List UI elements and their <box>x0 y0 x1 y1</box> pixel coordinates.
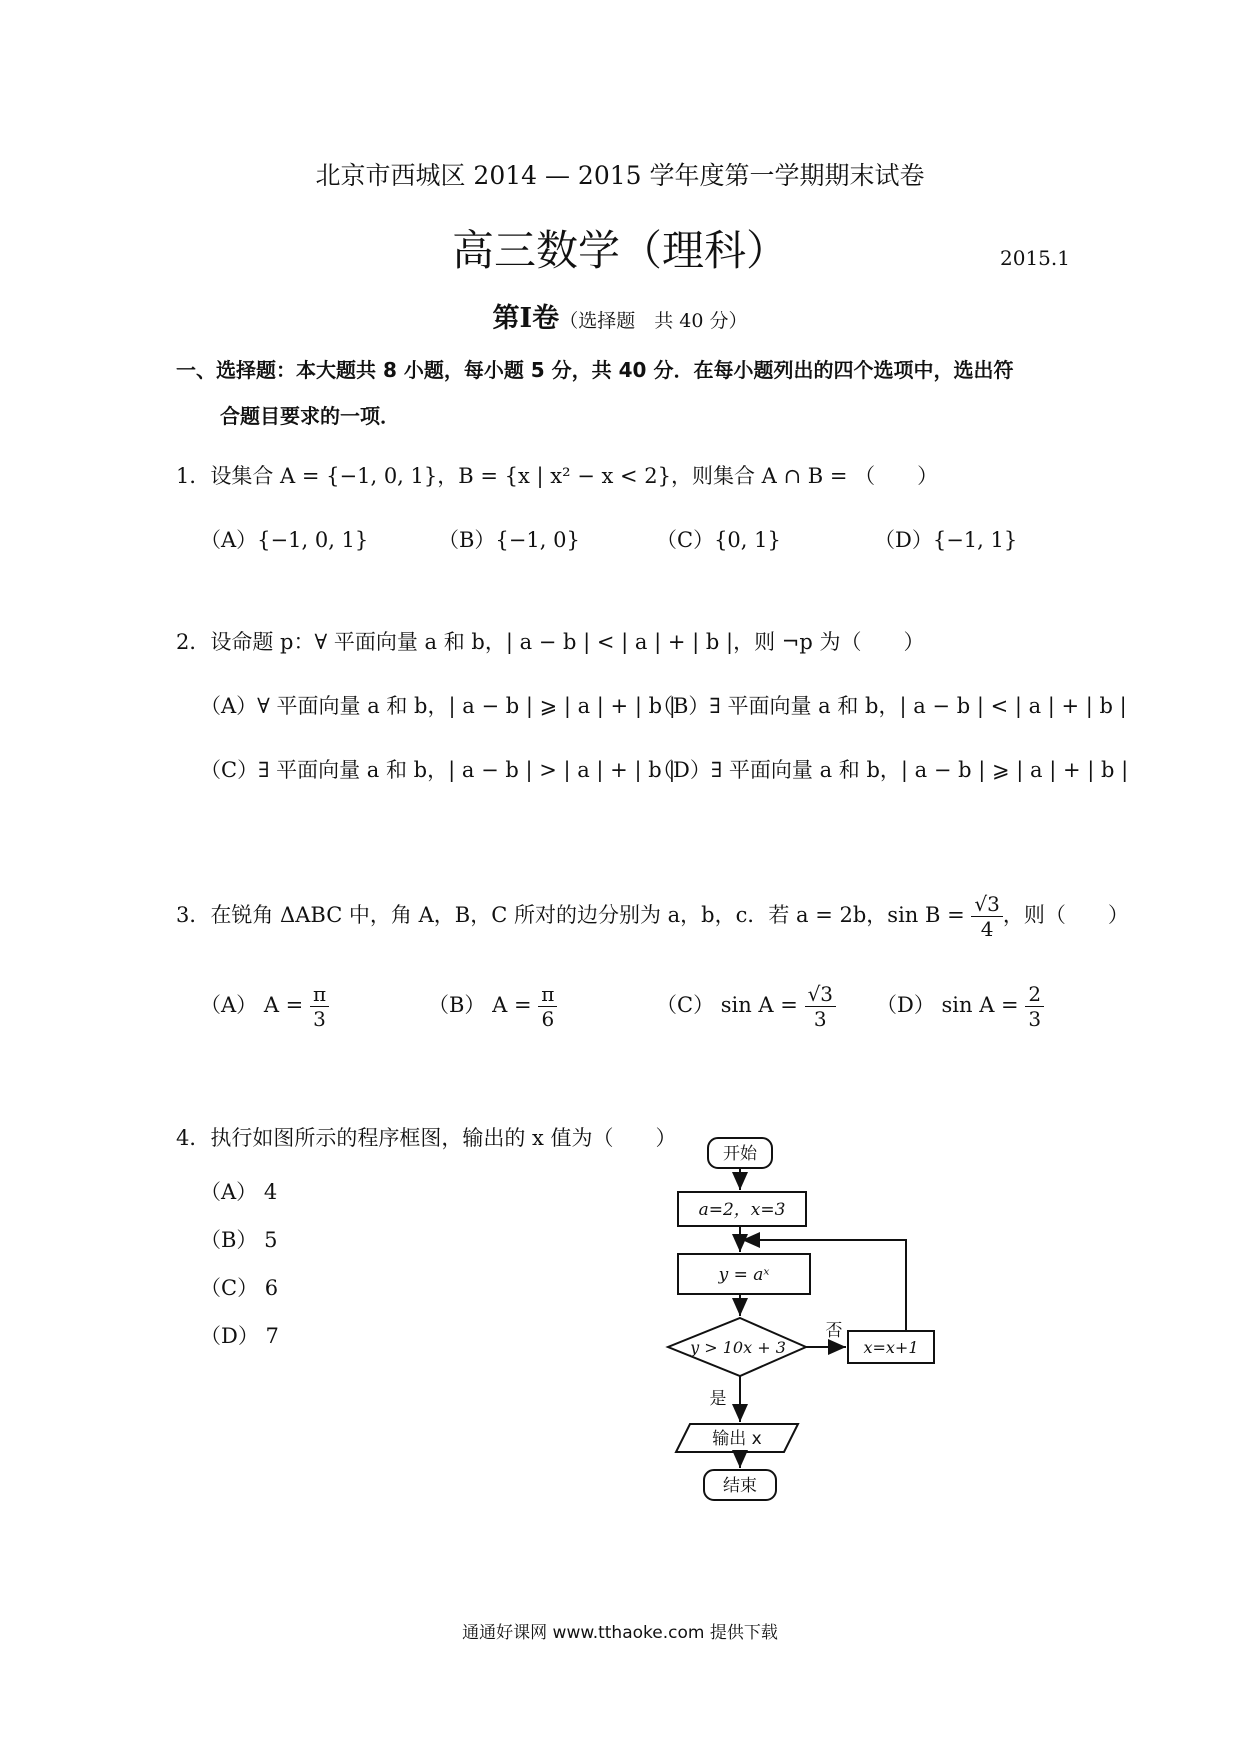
q3-option-a <box>200 982 329 1031</box>
q2-option-d: （D）∃ 平面向量 a 和 b，| a − b | ⩾ | a | + | b | <box>652 758 1129 782</box>
q3-sinb-fraction <box>971 892 1002 941</box>
section-instruction-line1: 一、选择题：本大题共 8 小题，每小题 5 分，共 40 分．在每小题列出的四个选项中，选出符 <box>176 358 1014 382</box>
page-footer: 通通好课网 www.tthaoke.com 提供下载 <box>462 1623 778 1643</box>
q1-stem: 1．设集合 A = {−1, 0, 1}，B = {x | x² − x < 2}，则集合 A ∩ B = （ ） <box>176 464 939 488</box>
q4-option-b: （B） 5 <box>200 1228 278 1252</box>
flow-condition-label: y > 10x + 3 <box>690 1338 786 1357</box>
flow-assign-label: y = aˣ <box>718 1265 770 1285</box>
flow-output-label: 输出 x <box>712 1429 762 1449</box>
q3-option-a-denominator: 3 <box>313 1007 326 1031</box>
q3-option-d <box>876 982 1044 1031</box>
q3-option-d-numerator: 2 <box>1025 982 1044 1007</box>
q2-option-c: （C）∃ 平面向量 a 和 b，| a − b | > | a | + | b | <box>200 758 676 782</box>
q3-sinb-denominator: 4 <box>980 917 994 941</box>
q3-option-b-numerator: π <box>538 982 557 1007</box>
q1-option-a: （A）{−1, 0, 1} <box>200 528 369 552</box>
q3-option-d-fraction <box>1025 982 1044 1031</box>
q3-sinb-numerator: √3 <box>971 892 1002 917</box>
q3-option-c-denominator: 3 <box>813 1007 827 1031</box>
flow-no-label: 否 <box>825 1321 843 1341</box>
exam-title: 高三数学（理科） <box>451 226 788 275</box>
flow-increment-label: x=x+1 <box>863 1338 919 1357</box>
q3-option-c-text: （C） sin A = <box>656 993 798 1017</box>
q4-option-d: （D） 7 <box>200 1324 279 1348</box>
q3-option-b-fraction <box>538 982 557 1031</box>
q4-option-c: （C） 6 <box>200 1276 279 1300</box>
q3-option-b-denominator: 6 <box>541 1007 555 1031</box>
q3-stem <box>176 892 1129 941</box>
flow-end-label: 结束 <box>723 1476 757 1496</box>
part-note: （选择题 共 40 分） <box>559 310 748 332</box>
q4-stem: 4．执行如图所示的程序框图，输出的 x 值为（ ） <box>176 1126 677 1150</box>
q3-option-c-fraction <box>805 982 836 1031</box>
q3-option-a-numerator: π <box>310 982 329 1007</box>
flow-start-label: 开始 <box>723 1144 757 1164</box>
q1-option-c: （C）{0, 1} <box>656 528 781 552</box>
q3-option-b <box>428 982 557 1031</box>
flow-init-label: a=2，x=3 <box>698 1200 786 1220</box>
q1-option-d: （D）{−1, 1} <box>874 528 1018 552</box>
q3-option-a-fraction <box>310 982 329 1031</box>
q3-option-c <box>656 982 836 1031</box>
q3-option-b-text: （B） A = <box>428 993 532 1017</box>
q4-option-a: （A） 4 <box>200 1180 278 1204</box>
q2-stem: 2．设命题 p：∀ 平面向量 a 和 b，| a − b | < | a | + | b |，则 ¬p 为（ ） <box>176 630 925 654</box>
q3-stem-text: 3．在锐角 ΔABC 中，角 A，B，C 所对的边分别为 a，b，c．若 a = 2b，sin B = <box>176 903 965 927</box>
q2-option-b: （B）∃ 平面向量 a 和 b，| a − b | < | a | + | b | <box>652 694 1127 718</box>
part-heading <box>0 296 1240 335</box>
part-title: 第Ⅰ卷 <box>492 303 560 334</box>
q3-stem-tail: ，则（ ） <box>1002 903 1129 927</box>
flow-yes-label: 是 <box>709 1389 727 1409</box>
q3-option-d-denominator: 3 <box>1028 1007 1042 1031</box>
section-instruction-line2: 合题目要求的一项． <box>220 404 400 428</box>
q3-option-d-text: （D） sin A = <box>876 993 1019 1017</box>
exam-subtitle: 北京市西城区 2014 — 2015 学年度第一学期期末试卷 <box>315 161 925 190</box>
flowchart <box>660 1132 960 1512</box>
q3-option-a-text: （A） A = <box>200 993 304 1017</box>
q2-option-a: （A）∀ 平面向量 a 和 b，| a − b | ⩾ | a | + | b | <box>200 694 676 718</box>
q3-option-c-numerator: √3 <box>805 982 836 1007</box>
exam-date: 2015.1 <box>1000 246 1070 270</box>
q1-option-b: （B）{−1, 0} <box>438 528 580 552</box>
